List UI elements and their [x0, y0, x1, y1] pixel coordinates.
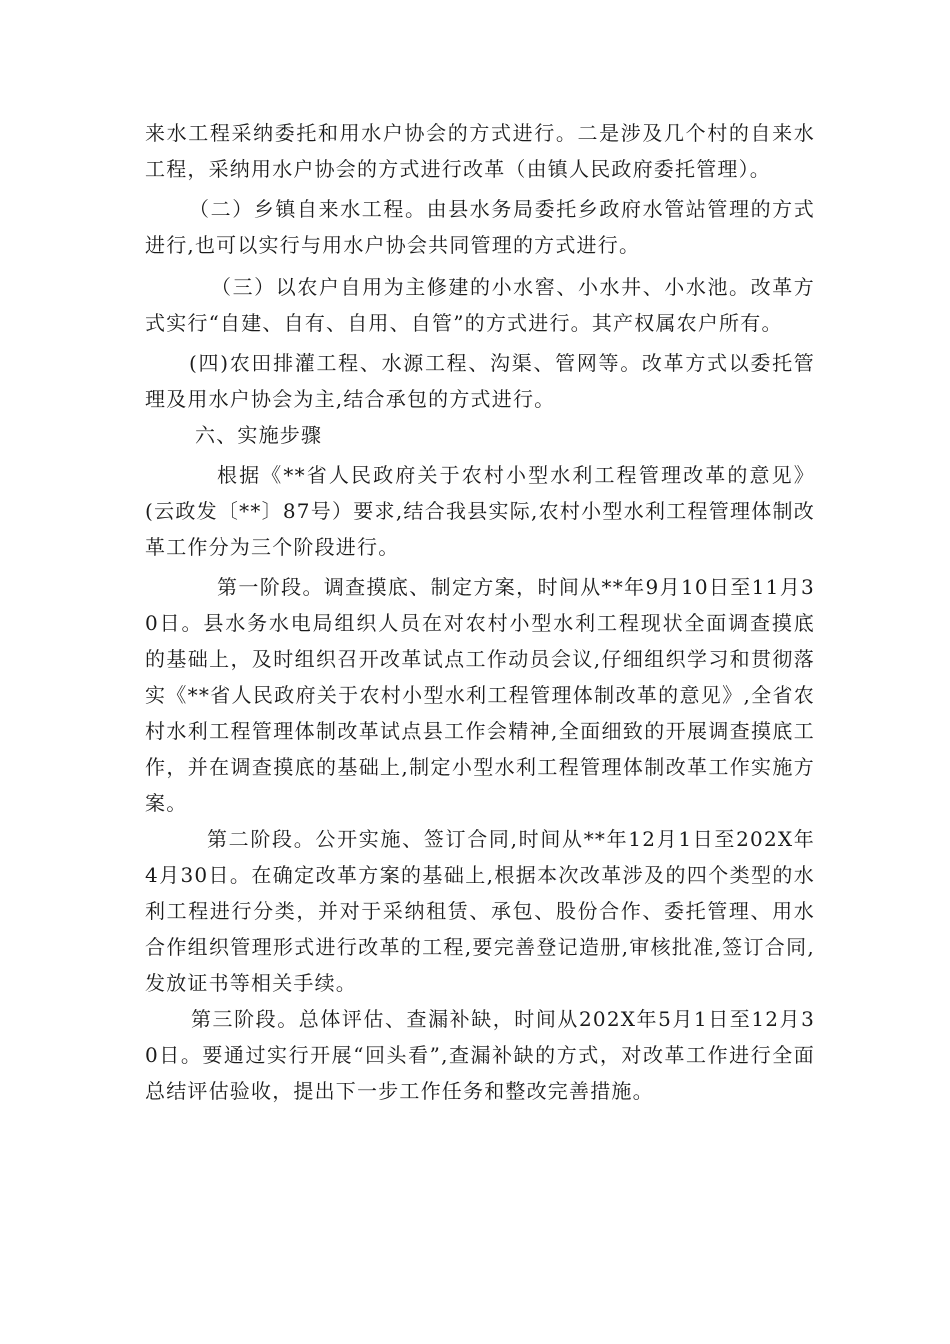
- section-heading-implementation-steps: 六、实施步骤: [195, 423, 323, 447]
- paragraph-phase-three: 第三阶段。总体评估、查漏补缺，时间从202X年5月1日至12月30日。要通过实行开展“回头看”,查漏补缺的方式，对改革工作进行全面总结评估验收，提出下一步工作任务和整改完善措施。: [145, 1007, 815, 1103]
- paragraph-phase-one: 第一阶段。调查摸底、制定方案，时间从**年9月10日至11月30日。县水务水电局组织人员在对农村小型水利工程现状全面调查摸底的基础上，及时组织召开改革试点工作动员会议,仔细组织学习和贯彻落实《**省人民政府关于农村小型水利工程管理体制改革的意见》,全省农村水利工程管理体制改革试点县工作会精神,全面细致的开展调查摸底工作，并在调查摸底的基础上,制定小型水利工程管理体制改革工作实施方案。: [145, 575, 815, 815]
- document-body: [145, 115, 815, 1109]
- paragraph-phase-two: 第二阶段。公开实施、签订合同,时间从**年12月1日至202X年4月30日。在确定改革方案的基础上,根据本次改革涉及的四个类型的水利工程进行分类，并对于采纳租赁、承包、股份合作、委托管理、用水合作组织管理形式进行改革的工程,要完善登记造册,审核批准,签订合同,发放证书等相关手续。: [145, 827, 815, 995]
- paragraph-item-2: （二）乡镇自来水工程。由县水务局委托乡政府水管站管理的方式进行,也可以实行与用水户协会共同管理的方式进行。: [145, 197, 815, 257]
- paragraph-basis: 根据《**省人民政府关于农村小型水利工程管理改革的意见》(云政发〔**〕87号）要求,结合我县实际,农村小型水利工程管理体制改革工作分为三个阶段进行。: [145, 463, 815, 559]
- paragraph-item-4: (四)农田排灌工程、水源工程、沟渠、管网等。改革方式以委托管理及用水户协会为主,结合承包的方式进行。: [145, 351, 815, 411]
- paragraph-item-3: （三）以农户自用为主修建的小水窖、小水井、小水池。改革方式实行“自建、自有、自用、自管”的方式进行。其产权属农户所有。: [145, 275, 815, 335]
- paragraph-continued: 来水工程采纳委托和用水户协会的方式进行。二是涉及几个村的自来水工程，采纳用水户协会的方式进行改革（由镇人民政府委托管理）。: [145, 121, 815, 181]
